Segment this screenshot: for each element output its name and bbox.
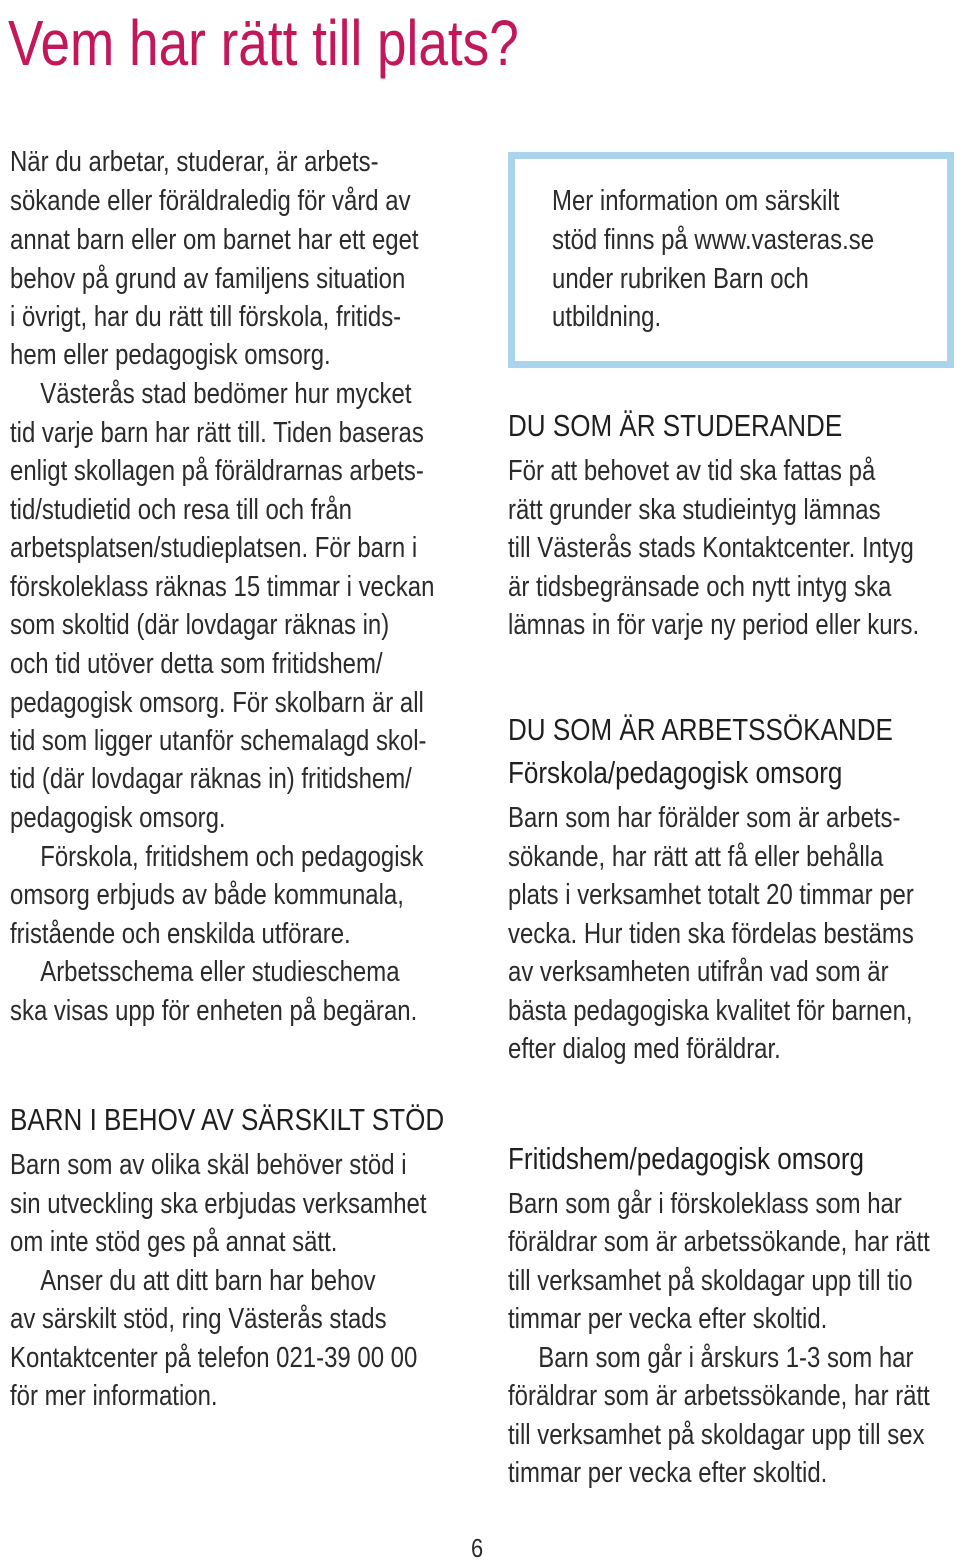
students-heading: DU SOM ÄR STUDERANDE: [508, 408, 843, 443]
after-school-line: till verksamhet på skoldagar upp till tio: [508, 1265, 913, 1297]
intro-line: Arbetsschema eller studieschema: [40, 956, 400, 988]
special-support-line: om inte stöd ges på annat sätt.: [10, 1226, 338, 1258]
info-box-line: Mer information om särskilt: [552, 185, 840, 217]
after-school-line: föräldrar som är arbetssökande, har rätt: [508, 1380, 930, 1412]
job-seekers-line: sökande, har rätt att få eller behålla: [508, 841, 884, 873]
intro-line: enligt skollagen på föräldrarnas arbets-: [10, 455, 424, 487]
students-line: rätt grunder ska studieintyg lämnas: [508, 494, 881, 526]
after-school-line: Barn som går i årskurs 1-3 som har: [538, 1342, 914, 1374]
intro-line: i övrigt, har du rätt till förskola, fritids-: [10, 301, 402, 333]
special-support-line: Kontaktcenter på telefon 021-39 00 00: [10, 1342, 418, 1374]
intro-line: som skoltid (där lovdagar räknas in): [10, 609, 390, 641]
info-box-line: stöd finns på www.vasteras.se: [552, 224, 875, 256]
intro-line: ska visas upp för enheten på begäran.: [10, 995, 418, 1027]
special-support-line: för mer information.: [10, 1380, 218, 1412]
intro-line: När du arbetar, studerar, är arbets-: [10, 146, 379, 178]
special-support-line: sin utveckling ska erbjudas verksamhet: [10, 1188, 427, 1220]
intro-line: Förskola, fritidshem och pedagogisk: [40, 841, 424, 873]
intro-line: annat barn eller om barnet har ett eget: [10, 224, 419, 256]
intro-line: tid (där lovdagar räknas in) fritidshem/: [10, 763, 412, 795]
intro-line: omsorg erbjuds av både kommunala,: [10, 879, 404, 911]
info-box-line: under rubriken Barn och: [552, 263, 809, 295]
after-school-line: timmar per vecka efter skoltid.: [508, 1303, 828, 1335]
after-school-line: föräldrar som är arbetssökande, har rätt: [508, 1226, 930, 1258]
info-box-line: utbildning.: [552, 301, 662, 333]
after-school-heading: Fritidshem/pedagogisk omsorg: [508, 1141, 865, 1176]
intro-line: tid som ligger utanför schemalagd skol-: [10, 725, 427, 757]
students-line: är tidsbegränsade och nytt intyg ska: [508, 571, 892, 603]
intro-line: tid/studietid och resa till och från: [10, 494, 352, 526]
intro-line: och tid utöver detta som fritidshem/: [10, 648, 383, 680]
special-support-line: Barn som av olika skäl behöver stöd i: [10, 1149, 407, 1181]
job-seekers-line: vecka. Hur tiden ska fördelas bestäms: [508, 918, 914, 950]
students-line: För att behovet av tid ska fattas på: [508, 455, 876, 487]
job-seekers-line: av verksamheten utifrån vad som är: [508, 956, 889, 988]
intro-line: behov på grund av familjens situation: [10, 263, 406, 295]
intro-line: hem eller pedagogisk omsorg.: [10, 339, 331, 371]
students-line: till Västerås stads Kontaktcenter. Intyg: [508, 532, 914, 564]
after-school-line: timmar per vecka efter skoltid.: [508, 1457, 828, 1489]
special-support-line: Anser du att ditt barn har behov: [40, 1265, 376, 1297]
page-title: Vem har rätt till plats?: [8, 7, 519, 79]
intro-line: sökande eller föräldraledig för vård av: [10, 185, 411, 217]
job-seekers-line: efter dialog med föräldrar.: [508, 1033, 781, 1065]
special-support-heading: BARN I BEHOV AV SÄRSKILT STÖD: [10, 1102, 445, 1137]
job-seekers-line: plats i verksamhet totalt 20 timmar per: [508, 879, 914, 911]
job-seekers-line: Barn som har förälder som är arbets-: [508, 802, 901, 834]
job-seekers-heading: DU SOM ÄR ARBETSSÖKANDE: [508, 712, 893, 747]
job-seekers-subheading: Förskola/pedagogisk omsorg: [508, 755, 843, 790]
intro-line: fristående och enskilda utförare.: [10, 918, 351, 950]
intro-line: tid varje barn har rätt till. Tiden baseras: [10, 417, 424, 449]
intro-line: pedagogisk omsorg. För skolbarn är all: [10, 687, 424, 719]
intro-line: förskoleklass räknas 15 timmar i veckan: [10, 571, 435, 603]
intro-line: pedagogisk omsorg.: [10, 802, 226, 834]
after-school-line: till verksamhet på skoldagar upp till sex: [508, 1419, 925, 1451]
intro-line: Västerås stad bedömer hur mycket: [40, 378, 412, 410]
students-line: lämnas in för varje ny period eller kurs.: [508, 609, 920, 641]
job-seekers-line: bästa pedagogiska kvalitet för barnen,: [508, 995, 913, 1027]
page-number: 6: [471, 1533, 484, 1563]
after-school-line: Barn som går i förskoleklass som har: [508, 1188, 902, 1220]
special-support-line: av särskilt stöd, ring Västerås stads: [10, 1303, 387, 1335]
intro-line: arbetsplatsen/studieplatsen. För barn i: [10, 532, 418, 564]
